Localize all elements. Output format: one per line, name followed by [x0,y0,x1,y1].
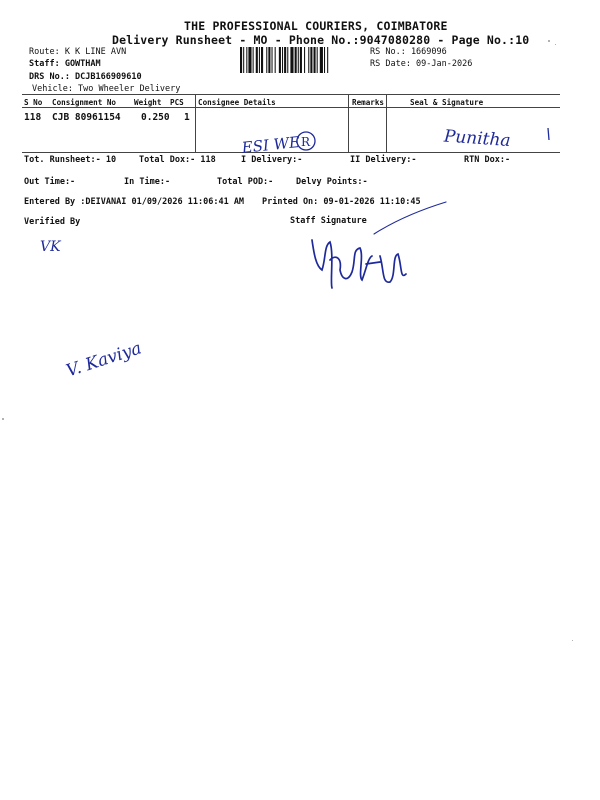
remark-handwriting [240,128,320,158]
barcode-bar [240,47,242,73]
verifier-initials-text: VK [40,239,61,255]
barcode-bar [284,47,286,73]
entered-by: Entered By :DEIVANAI 01/09/2026 11:06:41 AM [24,197,245,207]
total-runsheet: Tot. Runsheet:- 10 [24,155,117,165]
rs-number: RS No.: 1669096 [370,47,447,57]
barcode-bar [317,47,318,73]
vehicle-text: Vehicle: Two Wheeler Delivery [32,84,181,94]
barcode-bar [282,47,283,73]
table-top-rule [22,94,560,95]
scan-speck [555,44,556,45]
barcode-bar [246,47,247,73]
in-time: In Time:- [124,177,171,187]
barcode-bar [295,47,297,73]
table-divider-remarks [348,94,349,152]
out-time: Out Time:- [24,177,76,187]
scan-speck [548,40,550,42]
barcode-bar [320,47,323,73]
scan-speck [2,418,4,420]
first-delivery: I Delivery:- [241,155,303,165]
rs-date: RS Date: 09-Jan-2026 [370,59,473,69]
row-consignment: CJB 80961154 [52,112,121,123]
barcode-bar [304,47,305,73]
barcode-bar [314,47,316,73]
col-header-consignment: Consignment No [52,98,117,107]
remark-circle-letter: R [301,135,311,149]
row-sno: 118 [24,112,42,123]
row-pcs: 1 [184,112,190,123]
route-text: Route: K K LINE AVN [29,47,127,57]
staff-text: Staff: GOWTHAM [29,59,101,69]
col-header-pcs: PCS [170,98,184,107]
scan-speck [572,640,573,641]
second-delivery: II Delivery:- [350,155,417,165]
table-header-rule [22,107,560,108]
runsheet-title: Delivery Runsheet - MO - Phone No.:9047080280 - Page No.:10 [112,33,530,47]
barcode-bar [327,47,328,73]
delivery-points: Delvy Points:- [296,177,368,187]
barcode-bar [275,47,276,73]
col-header-seal: Seal & Signature [410,98,484,107]
barcode-bar [324,47,325,73]
barcode-bar [243,47,244,73]
verified-by-label: Verified By [24,217,81,227]
barcode-bar [300,47,302,73]
barcode-bar [308,47,309,73]
verifier-name-text: V. Kaviya [63,338,145,382]
col-header-consignee: Consignee Details [198,98,276,107]
table-divider-seal [386,94,387,152]
barcode [240,47,366,73]
total-pod: Total POD:- [217,177,274,187]
barcode-bar [259,47,260,73]
barcode-bar [279,47,281,73]
table-divider-consignee [195,94,196,152]
staff-signature [300,196,450,296]
barcode-bar [248,47,251,73]
verifier-signature [60,332,150,382]
receiver-name-text: Punitha [443,126,512,152]
remark-note-text: ESI WE [240,132,301,157]
staff-signature-label: Staff Signature [290,216,367,226]
barcode-bar [253,47,254,73]
col-header-sno: S No [24,98,43,107]
col-header-weight: Weight [134,98,162,107]
barcode-bar [256,47,258,73]
barcode-bar [266,47,267,73]
barcode-bar [298,47,299,73]
barcode-bar [287,47,288,73]
verifier-initials [38,236,88,256]
drs-number: DRS No.: DCJB166909610 [29,72,142,82]
total-dox: Total Dox:- 118 [139,155,216,165]
barcode-bar [310,47,312,73]
company-title: THE PROFESSIONAL COURIERS, COIMBATORE [184,19,448,33]
printed-on: Printed On: 09-01-2026 11:10:45 [262,197,421,207]
barcode-bar [290,47,293,73]
col-header-remarks: Remarks [352,98,385,107]
row-weight: 0.250 [141,112,170,123]
barcode-bar [268,47,270,73]
receiver-signature [440,122,560,152]
barcode-bar [261,47,263,73]
barcode-bar [272,47,273,73]
return-dox: RTN Dox:- [464,155,511,165]
